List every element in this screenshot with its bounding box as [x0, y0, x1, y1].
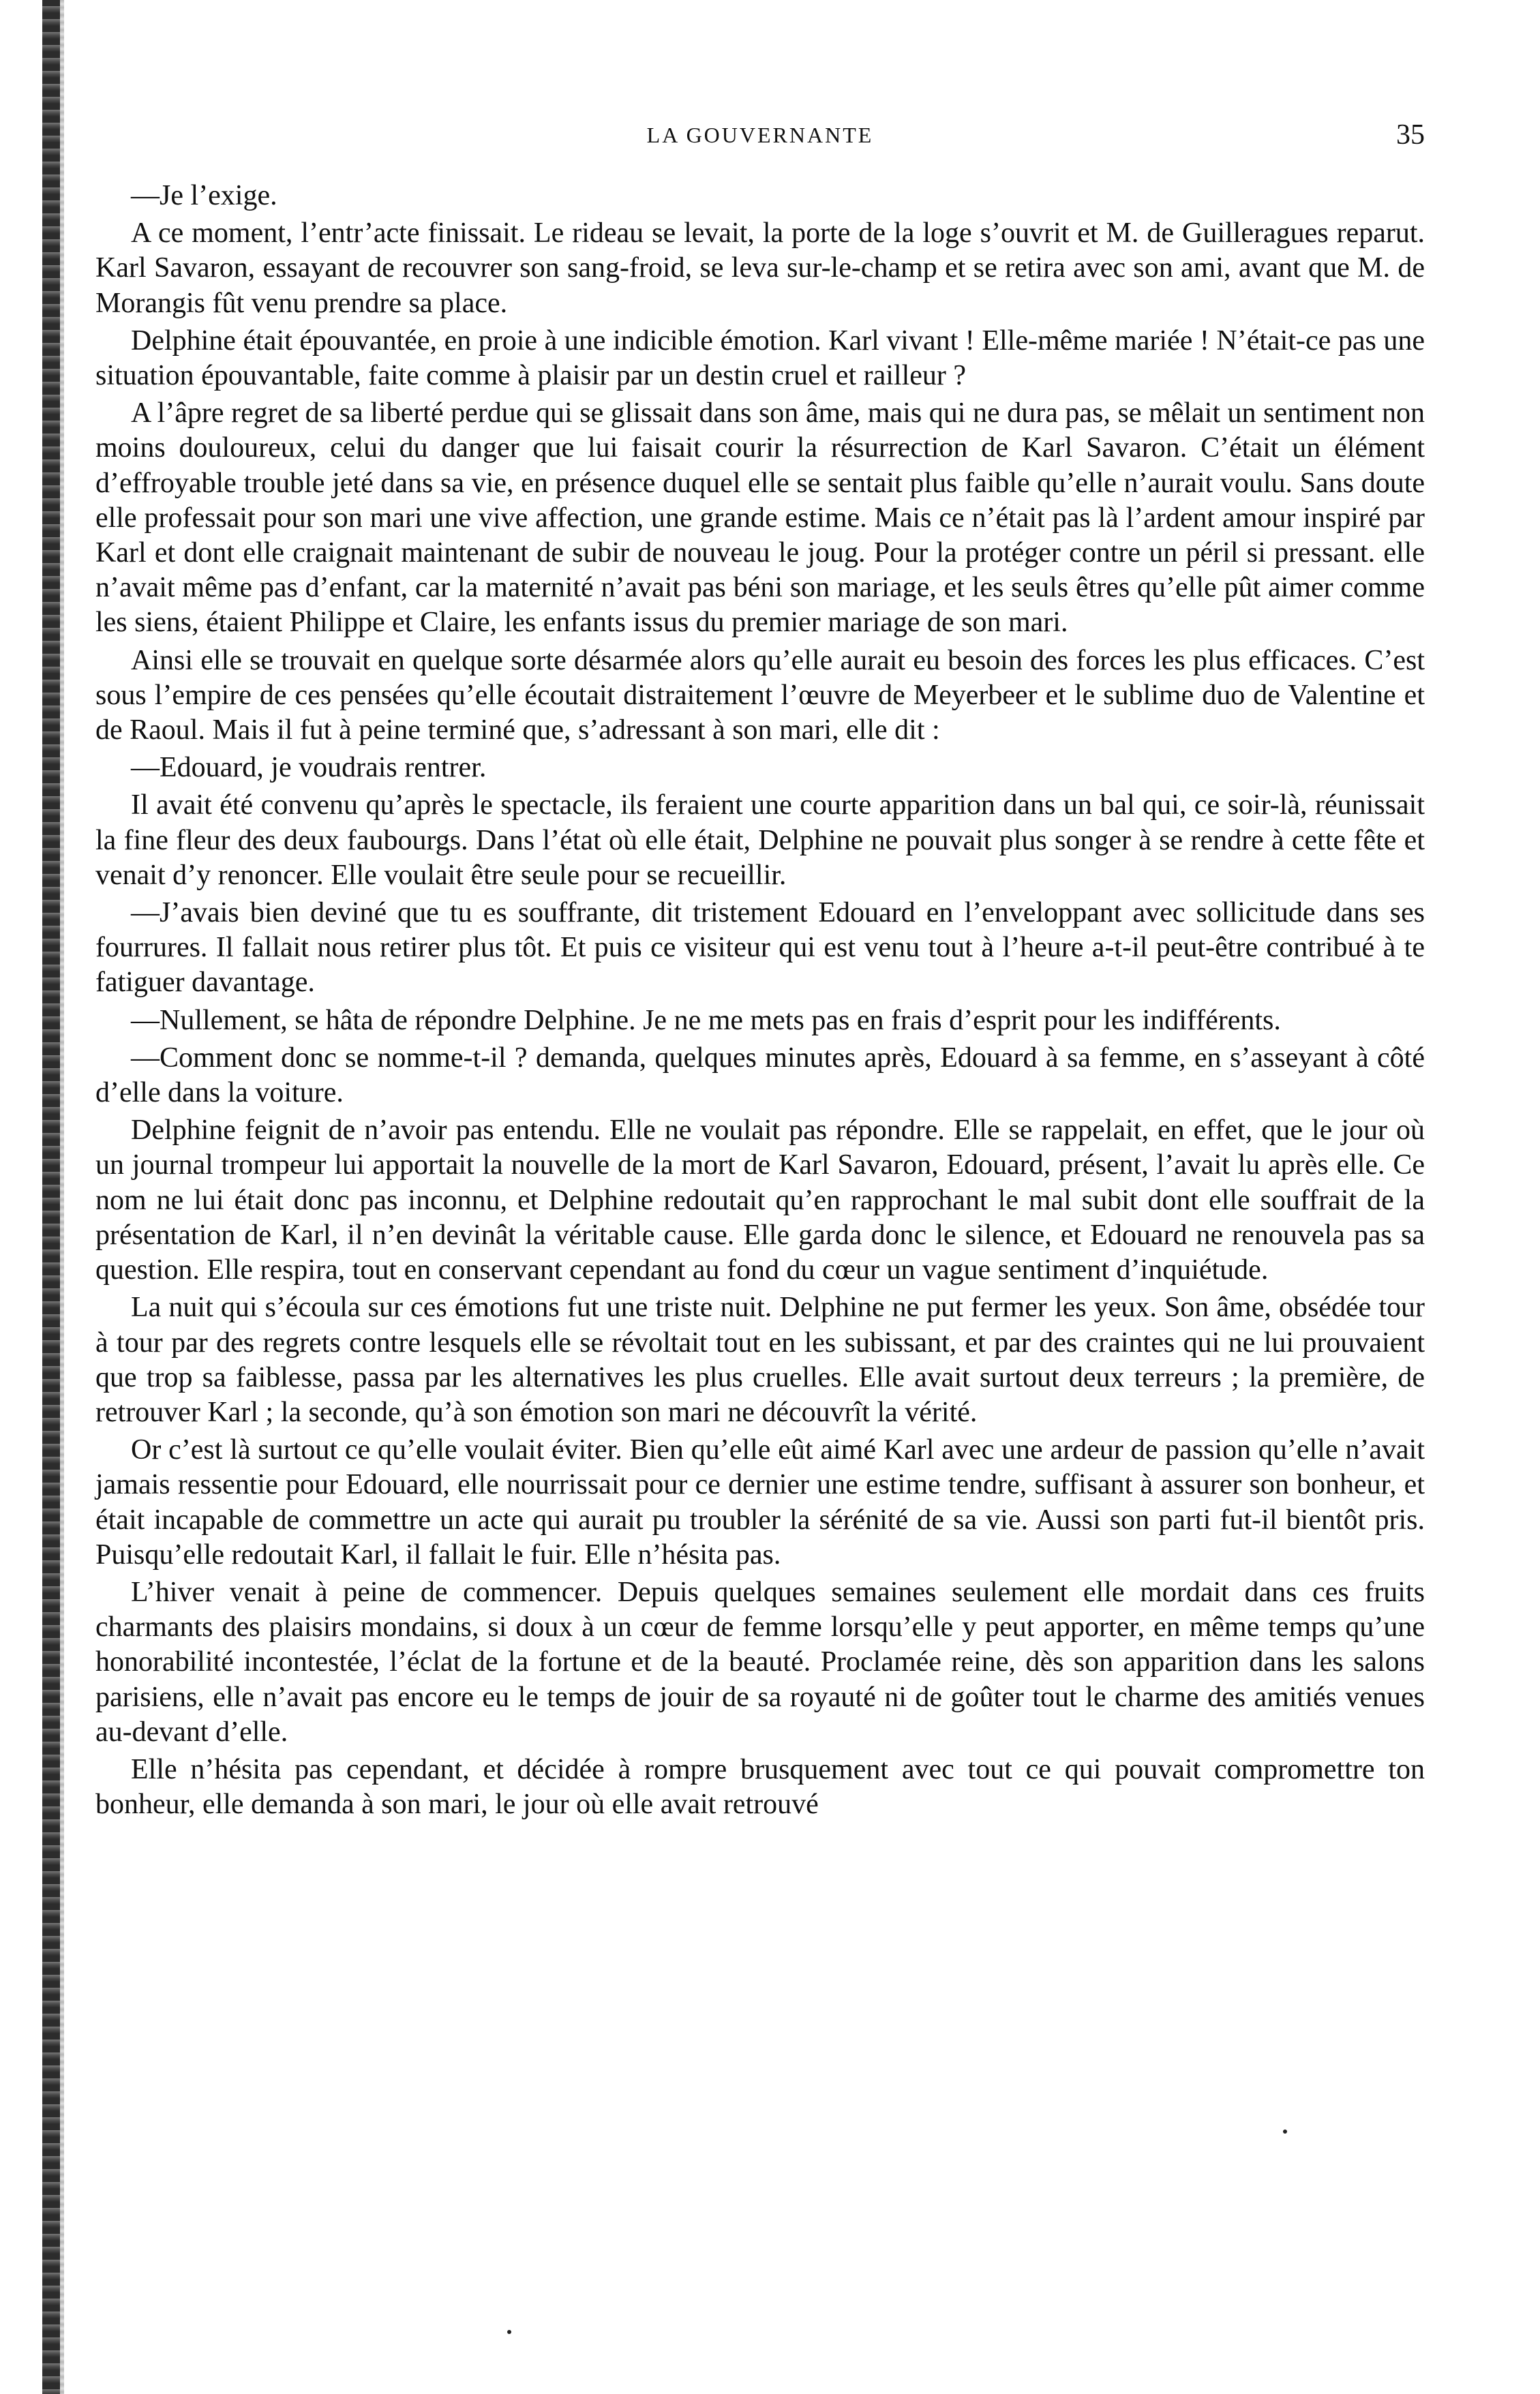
- paragraph: Delphine feignit de n’avoir pas entendu. Elle ne voulait pas répondre. Elle se rappelait, en effet, que le jour où un journal trompeur lui apportait la nouvelle de la mort de Karl Savaron, Edouard, présent, l’avait lu après elle. Ce nom ne lui était donc pas inconnu, et Delphine redoutait qu’en rapprochant le mal subit dont elle souffrait de la présentation de Karl, il n’en devinât la véritable cause. Elle garda donc le silence, et Edouard ne renouvela pas sa question. Elle respira, tout en conservant cependant au fond du cœur un vague sentiment d’inquiétude.: [95, 1115, 1425, 1286]
- paragraph: La nuit qui s’écoula sur ces émotions fut une triste nuit. Delphine ne put fermer les yeux. Son âme, obsédée tour à tour par des regrets contre lesquels elle se révoltait tout en les subissant, et par des craintes qui ne lui prouvaient que trop sa faiblesse, passa par les alternatives les plus cruelles. Elle avait surtout deux terreurs ; la première, de retrouver Karl ; la seconde, qu’à son émotion son mari ne découvrît la vérité.: [95, 1292, 1425, 1428]
- paragraph: —Nullement, se hâta de répondre Delphine. Je ne me mets pas en frais d’esprit pour les indifférents.: [131, 1004, 1281, 1036]
- print-speck: [1283, 2130, 1287, 2134]
- text-block: [95, 179, 1425, 1825]
- paragraph: A l’âpre regret de sa liberté perdue qui se glissait dans son âme, mais qui ne dura pas, se mêlait un sentiment non moins douloureux, celui du danger que lui faisait courir la résurrection de Karl Savaron. C’était un élément d’effroyable trouble jeté dans sa vie, en présence duquel elle se sentait plus faible qu’elle n’aurait voulu. Sans doute elle professait pour son mari une vive affection, une grande estime. Mais ce n’était pas là l’ardent amour inspiré par Karl et dont elle craignait maintenant de subir de nouveau le joug. Pour la protéger contre un péril si pressant. elle n’avait même pas d’enfant, car la maternité n’avait pas béni son mariage, et les seuls êtres qu’elle pût aimer comme les siens, étaient Philippe et Claire, les enfants issus du premier mariage de son mari.: [95, 397, 1425, 639]
- binding-edge: [42, 0, 60, 2394]
- paragraph: Il avait été convenu qu’après le spectacle, ils feraient une courte apparition dans un bal qui, ce soir-là, réunissait la fine fleur des deux faubourgs. Dans l’état où elle était, Delphine ne pouvait plus songer à se rendre à cette fête et venait d’y renoncer. Elle voulait être seule pour se recueillir.: [95, 789, 1425, 891]
- paragraph: Elle n’hésita pas cependant, et décidée à rompre brusquement avec tout ce qui pouvait compromettre ton bonheur, elle demanda à son mari, le jour où elle avait retrouvé: [95, 1753, 1425, 1821]
- paragraph: Or c’est là surtout ce qu’elle voulait éviter. Bien qu’elle eût aimé Karl avec une ardeur de passion qu’elle n’avait jamais ressentie pour Edouard, elle nourrissait pour ce dernier une estime tendre, suffisant à assurer son bonheur, et était incapable de commettre un acte qui aurait pu troubler la sérénité de sa vie. Aussi son parti fut-il bientôt pris. Puisqu’elle redoutait Karl, il fallait le fuir. Elle n’hésita pas.: [95, 1434, 1425, 1571]
- paragraph: L’hiver venait à peine de commencer. Depuis quelques semaines seulement elle mordait dans ces fruits charmants des plaisirs mondains, si doux à un cœur de femme lorsqu’elle y peut apporter, en même temps qu’une honorabilité incontestée, l’éclat de la fortune et de la beauté. Proclamée reine, dès son apparition dans les salons parisiens, elle n’avait pas encore eu le temps de jouir de sa royauté ni de goûter tout le charme des amitiés venues au-devant d’elle.: [95, 1576, 1425, 1748]
- paragraph: —Je l’exige.: [131, 180, 277, 211]
- binding-edge-shadow: [60, 0, 64, 2394]
- paragraph: A ce moment, l’entr’acte finissait. Le rideau se levait, la porte de la loge s’ouvrit et M. de Guilleragues reparut. Karl Savaron, essayant de recouvrer son sang-froid, se leva sur-le-champ et se retira avec son ami, avant que M. de Morangis fût venu prendre sa place.: [95, 217, 1425, 319]
- page-number: 35: [1396, 119, 1425, 151]
- paragraph: —Edouard, je voudrais rentrer.: [131, 752, 487, 784]
- print-speck: [507, 2330, 511, 2334]
- paragraph: Ainsi elle se trouvait en quelque sorte désarmée alors qu’elle aurait eu besoin des forces les plus efficaces. C’est sous l’empire de ces pensées qu’elle écoutait distraitement l’œuvre de Meyerbeer et le sublime duo de Valentine et de Raoul. Mais il fut à peine terminé que, s’adressant à son mari, elle dit :: [95, 644, 1425, 746]
- running-head: [95, 115, 1425, 155]
- running-title: LA GOUVERNANTE: [646, 123, 874, 147]
- paragraph: —J’avais bien deviné que tu es souffrante, dit tristement Edouard en l’enveloppant avec sollicitude dans ses fourrures. Il fallait nous retirer plus tôt. Et puis ce visiteur qui est venu tout à l’heure a-t-il peut-être contribué à te fatiguer davantage.: [95, 897, 1425, 999]
- paragraph: Delphine était épouvantée, en proie à une indicible émotion. Karl vivant ! Elle-même mariée ! N’était-ce pas une situation épouvantable, faite comme à plaisir par un destin cruel et railleur ?: [95, 324, 1425, 392]
- paragraph: —Comment donc se nomme-t-il ? demanda, quelques minutes après, Edouard à sa femme, en s’asseyant à côté d’elle dans la voiture.: [95, 1042, 1425, 1109]
